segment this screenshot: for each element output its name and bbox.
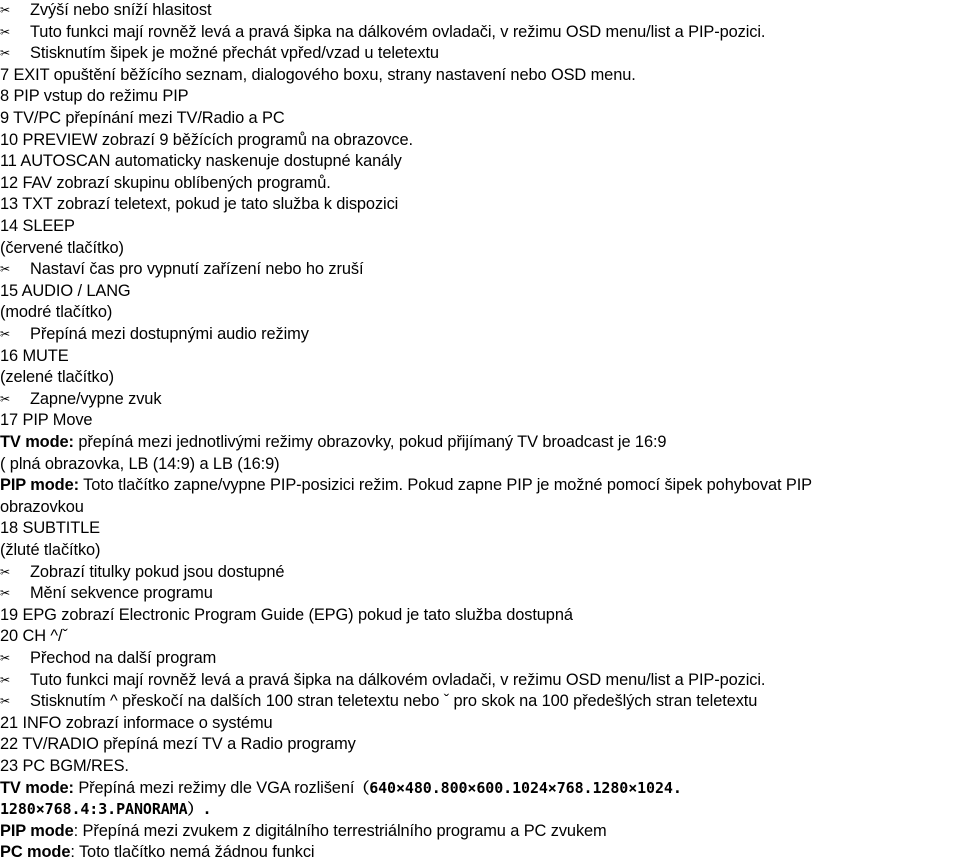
line-text: (červené tlačítko) xyxy=(0,238,124,257)
text-line xyxy=(0,497,84,519)
line-text: ( plná obrazovka, LB (14:9) a LB (16:9) xyxy=(0,454,280,473)
line-text: 19 EPG zobrazí Electronic Program Guide (EPG) pokud je tato služba dostupná xyxy=(0,605,573,624)
line-content xyxy=(30,691,757,713)
bullet-line xyxy=(0,670,765,692)
bold-label: TV mode: xyxy=(0,433,74,451)
text-line xyxy=(0,86,189,108)
line-content xyxy=(0,194,398,216)
text-line xyxy=(0,713,273,735)
line-content xyxy=(0,626,68,648)
line-content xyxy=(0,86,189,108)
line-content xyxy=(0,432,666,454)
line-content xyxy=(30,648,216,670)
line-text: Přepíná mezi dostupnými audio režimy xyxy=(30,325,309,343)
line-content xyxy=(30,583,213,605)
line-text: : Toto tlačítko nemá žádnou funkci xyxy=(70,843,315,862)
line-content xyxy=(0,130,413,152)
line-text: (modré tlačítko) xyxy=(0,303,113,322)
text-line xyxy=(0,151,402,173)
text-line xyxy=(0,194,398,216)
bullet-line xyxy=(0,583,213,605)
line-content xyxy=(0,799,211,821)
line-text: obrazovkou xyxy=(0,497,84,516)
line-text: 18 SUBTITLE xyxy=(0,519,101,538)
scissors-bullet-icon: ✂ xyxy=(0,262,10,277)
line-content xyxy=(0,540,100,562)
line-text: (zelené tlačítko) xyxy=(0,368,114,387)
bullet-line xyxy=(0,259,363,281)
line-content xyxy=(0,497,84,519)
line-content xyxy=(30,670,765,692)
line-text: 8 PIP vstup do režimu PIP xyxy=(0,87,189,106)
scissors-bullet-icon: ✂ xyxy=(0,3,10,17)
bold-label: PIP mode xyxy=(0,821,74,840)
line-text: 16 MUTE xyxy=(0,346,69,365)
text-line xyxy=(0,475,812,497)
line-content xyxy=(0,238,124,260)
text-line xyxy=(0,281,131,303)
text-line xyxy=(0,756,129,778)
line-content xyxy=(30,324,309,346)
line-content xyxy=(30,562,284,584)
line-content xyxy=(0,605,573,627)
bullet-line xyxy=(0,22,765,44)
line-content xyxy=(30,22,765,44)
scissors-bullet-icon: ✂ xyxy=(0,564,10,579)
bullet-line xyxy=(0,389,161,411)
line-text: Přepíná mezi režimy dle VGA rozlišení xyxy=(73,778,355,797)
line-text: : Přepíná mezi zvukem z digitálního terrestriálního programu a PC zvukem xyxy=(73,821,607,840)
line-text: Tuto funkci mají rovněž levá a pravá šipka na dálkovém ovladači, v režimu OSD menu/list a PIP-pozici. xyxy=(30,22,766,41)
text-line xyxy=(0,821,607,843)
line-content xyxy=(30,0,211,22)
line-content xyxy=(30,43,439,65)
scissors-bullet-icon: ✂ xyxy=(0,46,10,61)
line-content xyxy=(0,518,100,540)
line-text: Toto tlačítko zapne/vypne PIP-posizici režim. Pokud zapne PIP je možné pomocí šipek pohybovat PIP xyxy=(78,476,812,495)
line-content xyxy=(0,367,114,389)
text-line xyxy=(0,626,68,648)
line-content xyxy=(0,281,131,303)
line-content xyxy=(0,713,273,735)
text-line xyxy=(0,302,112,324)
text-line xyxy=(0,454,279,476)
line-text: 15 AUDIO / LANG xyxy=(0,281,131,300)
line-text: 23 PC BGM/RES. xyxy=(0,757,129,775)
line-text: Zvýší nebo sníží hlasitost xyxy=(30,1,212,19)
resolution-list: 1280×768.4:3.PANORAMA）. xyxy=(0,800,212,819)
line-text: 12 FAV zobrazí skupinu oblíbených programů. xyxy=(0,173,331,192)
text-line xyxy=(0,216,75,238)
line-content xyxy=(0,108,285,130)
bullet-line xyxy=(0,0,211,22)
line-text: 22 TV/RADIO přepíná mezí TV a Radio programy xyxy=(0,735,356,754)
text-line xyxy=(0,778,682,800)
line-content xyxy=(0,346,69,368)
scissors-bullet-icon: ✂ xyxy=(0,694,10,709)
line-text: Mění sekvence programu xyxy=(30,584,213,603)
line-text: Tuto funkci mají rovněž levá a pravá šipka na dálkovém ovladači, v režimu OSD menu/list a PIP-pozici. xyxy=(30,670,766,689)
bold-label: PIP mode: xyxy=(0,476,79,495)
text-line xyxy=(0,734,356,756)
scissors-bullet-icon: ✂ xyxy=(0,24,10,39)
line-content xyxy=(0,151,402,173)
scissors-bullet-icon: ✂ xyxy=(0,651,10,665)
scissors-bullet-icon: ✂ xyxy=(0,391,10,406)
line-content xyxy=(0,821,607,843)
text-line xyxy=(0,238,124,260)
text-line xyxy=(0,173,331,195)
bullet-line xyxy=(0,562,284,584)
bold-label: TV mode: xyxy=(0,778,74,797)
line-text: Zobrazí titulky pokud jsou dostupné xyxy=(30,562,285,581)
line-text: 14 SLEEP xyxy=(0,217,75,235)
text-line xyxy=(0,346,69,368)
scissors-bullet-icon: ✂ xyxy=(0,672,10,687)
text-line xyxy=(0,432,666,454)
bullet-line xyxy=(0,324,309,346)
bullet-line xyxy=(0,691,757,713)
line-text: přepíná mezi jednotlivými režimy obrazovky, pokud přijímaný TV broadcast je 16:9 xyxy=(73,433,667,451)
bullet-line xyxy=(0,648,216,670)
text-line xyxy=(0,367,114,389)
line-text: Zapne/vypne zvuk xyxy=(30,389,162,408)
line-content xyxy=(0,173,331,195)
line-text: Přechod na další program xyxy=(30,649,217,667)
line-content xyxy=(0,756,129,778)
line-content xyxy=(0,475,812,497)
text-line xyxy=(0,65,636,87)
bullet-line xyxy=(0,43,439,65)
line-content xyxy=(30,389,161,411)
scissors-bullet-icon: ✂ xyxy=(0,586,10,601)
text-line xyxy=(0,605,573,627)
line-text: Nastaví čas pro vypnutí zařízení nebo ho zruší xyxy=(30,260,364,279)
line-text: 10 PREVIEW zobrazí 9 běžících programů na obrazovce. xyxy=(0,130,413,149)
line-text: 9 TV/PC přepínání mezi TV/Radio a PC xyxy=(0,109,285,127)
line-content xyxy=(30,259,363,281)
line-content xyxy=(0,734,356,756)
text-line xyxy=(0,540,100,562)
scissors-bullet-icon: ✂ xyxy=(0,327,10,341)
line-text: 17 PIP Move xyxy=(0,411,93,430)
bold-label: PC mode xyxy=(0,843,71,862)
line-content xyxy=(0,65,636,87)
text-line xyxy=(0,410,92,432)
line-content xyxy=(0,410,92,432)
line-text: 21 INFO zobrazí informace o systému xyxy=(0,713,273,732)
text-line xyxy=(0,799,211,821)
line-content xyxy=(0,842,314,864)
text-line xyxy=(0,842,314,864)
line-text: Stisknutím ^ přeskočí na dalších 100 stran teletextu nebo ˇ pro skok na 100 předešlých stran teletextu xyxy=(30,692,758,711)
resolution-list: （640×480.800×600.1024×768.1280×1024. xyxy=(354,778,682,797)
text-line xyxy=(0,108,285,130)
line-text: 7 EXIT opuštění běžícího seznam, dialogového boxu, strany nastavení nebo OSD menu. xyxy=(0,65,636,84)
line-content xyxy=(0,454,279,476)
line-content xyxy=(0,216,75,238)
line-text: 13 TXT zobrazí teletext, pokud je tato služba k dispozici xyxy=(0,195,399,214)
text-line xyxy=(0,130,413,152)
line-content xyxy=(0,302,112,324)
line-text: (žluté tlačítko) xyxy=(0,541,101,559)
line-text: 11 AUTOSCAN automaticky naskenuje dostupné kanály xyxy=(0,152,402,171)
line-content xyxy=(0,778,682,800)
line-text: Stisknutím šipek je možné přechát vpřed/vzad u teletextu xyxy=(30,44,439,63)
text-line xyxy=(0,518,100,540)
line-text: 20 CH ^/ˇ xyxy=(0,627,68,646)
